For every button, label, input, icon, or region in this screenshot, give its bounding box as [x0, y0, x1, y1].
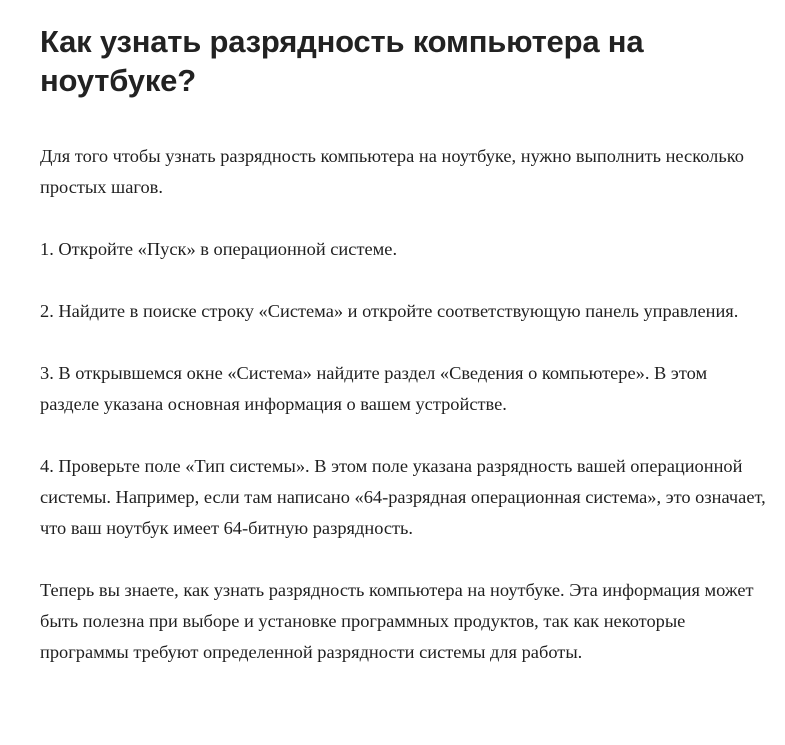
article-title: Как узнать разрядность компьютера на ноутбуке? [40, 24, 644, 98]
intro-paragraph: Для того чтобы узнать разрядность компьютера на ноутбуке, нужно выполнить несколько простых шагов. [40, 146, 744, 197]
article [40, 22, 770, 668]
article-body [40, 141, 770, 668]
step-3-paragraph: 3. В открывшемся окне «Система» найдите раздел «Сведения о компьютере». В этом разделе указана основная информация о вашем устройстве. [40, 363, 708, 414]
conclusion-paragraph: Теперь вы знаете, как узнать разрядность компьютера на ноутбуке. Эта информация может быть полезна при выборе и установке программных продуктов, так как некоторые программы требуют определенной разрядности системы для работы. [40, 580, 754, 662]
step-2-paragraph: 2. Найдите в поиске строку «Система» и откройте соответствующую панель управления. [40, 301, 739, 321]
step-1-paragraph: 1. Откройте «Пуск» в операционной системе. [40, 239, 398, 259]
step-4-paragraph: 4. Проверьте поле «Тип системы». В этом поле указана разрядность вашей операционной системы. Например, если там написано «64-разрядная операционная система», это означает, что ваш ноутбук имеет 64-битную разрядность. [40, 456, 766, 538]
